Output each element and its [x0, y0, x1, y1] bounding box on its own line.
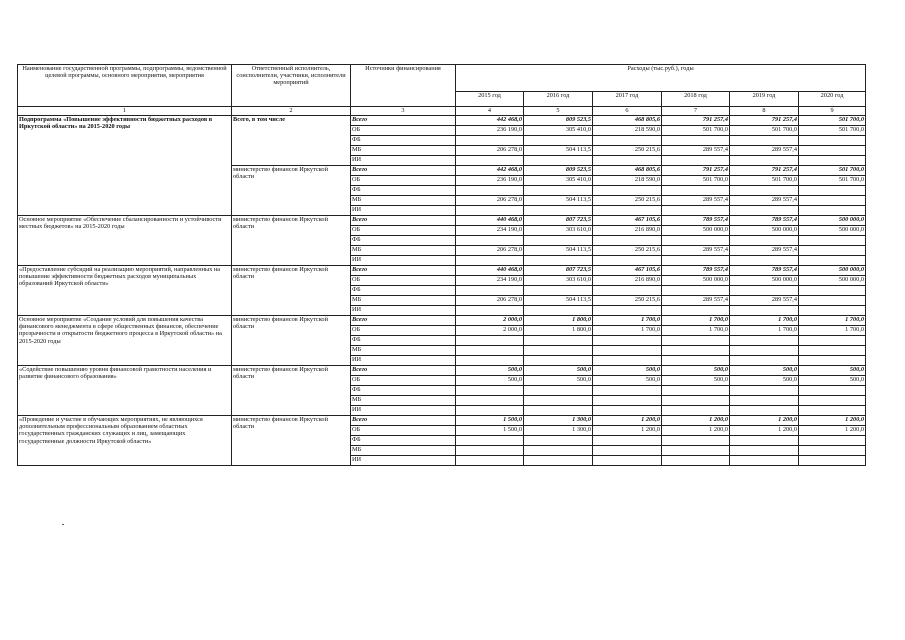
expense-value-cell: 218 590,0 — [593, 176, 662, 186]
expense-value-cell: 500,0 — [730, 366, 799, 376]
funding-source-cell: ОБ — [351, 376, 456, 386]
table-row — [18, 366, 866, 376]
expense-value-cell: 791 257,4 — [730, 166, 799, 176]
funding-source-cell: Всего — [351, 416, 456, 426]
expense-value-cell — [799, 356, 866, 366]
expense-value-cell — [593, 336, 662, 346]
funding-source-cell: ФБ — [351, 386, 456, 396]
funding-source-cell: ИИ — [351, 256, 456, 266]
expense-value-cell: 500,0 — [456, 366, 524, 376]
expense-value-cell: 791 257,4 — [662, 116, 730, 126]
expense-value-cell: 1 200,0 — [730, 426, 799, 436]
expense-value-cell — [730, 396, 799, 406]
expense-value-cell: 807 723,5 — [524, 266, 593, 276]
expense-value-cell — [456, 396, 524, 406]
executor-cell: министерство финансов Иркутской области — [232, 366, 351, 416]
expense-value-cell: 1 800,0 — [524, 316, 593, 326]
expense-value-cell: 1 500,0 — [456, 416, 524, 426]
expense-value-cell — [593, 386, 662, 396]
expense-value-cell: 1 700,0 — [593, 316, 662, 326]
funding-source-cell: ОБ — [351, 426, 456, 436]
expense-value-cell — [593, 306, 662, 316]
expense-value-cell — [524, 156, 593, 166]
funding-source-cell: ОБ — [351, 276, 456, 286]
expense-value-cell: 289 557,4 — [662, 196, 730, 206]
executor-cell: Всего, в том числе — [232, 116, 351, 166]
expense-value-cell: 234 190,0 — [456, 226, 524, 236]
program-name-cell: «Проведение и участие в обучающих мероприятиях, не являющихся дополнительным профессиональным образованием областных государственных гражданских служащих и лиц, замещающих государственные должности Иркутской области» — [18, 416, 232, 466]
expense-value-cell — [799, 456, 866, 466]
header-program-name: Наименование государственной программы, подпрограммы, ведомственной целевой программы, основного мероприятия, мероприятия — [18, 65, 232, 107]
expense-value-cell — [662, 386, 730, 396]
funding-source-cell: ИИ — [351, 206, 456, 216]
expense-value-cell — [730, 206, 799, 216]
column-number: 9 — [799, 107, 866, 116]
expense-value-cell: 791 257,4 — [730, 116, 799, 126]
expense-value-cell — [593, 156, 662, 166]
funding-source-cell: ИИ — [351, 406, 456, 416]
expense-value-cell — [662, 256, 730, 266]
expense-value-cell — [799, 256, 866, 266]
expense-value-cell: 289 557,4 — [662, 296, 730, 306]
expense-value-cell — [799, 236, 866, 246]
expense-value-cell: 250 215,6 — [593, 246, 662, 256]
expense-value-cell — [799, 196, 866, 206]
expense-value-cell — [799, 186, 866, 196]
expense-value-cell: 1 300,0 — [524, 426, 593, 436]
expense-value-cell: 216 890,0 — [593, 226, 662, 236]
expense-value-cell: 501 700,0 — [799, 166, 866, 176]
funding-source-cell: МБ — [351, 346, 456, 356]
expense-value-cell — [799, 296, 866, 306]
expense-value-cell — [662, 396, 730, 406]
expense-value-cell — [730, 356, 799, 366]
expense-value-cell: 504 113,5 — [524, 196, 593, 206]
expense-value-cell — [799, 436, 866, 446]
expense-value-cell: 789 557,4 — [662, 266, 730, 276]
funding-source-cell: ИИ — [351, 456, 456, 466]
header-year: 2020 год — [799, 92, 866, 107]
expense-value-cell — [456, 156, 524, 166]
expense-value-cell — [593, 396, 662, 406]
expense-value-cell — [662, 346, 730, 356]
scan-mark — [62, 524, 64, 525]
expense-value-cell — [524, 436, 593, 446]
expense-value-cell: 289 557,4 — [662, 146, 730, 156]
funding-source-cell: ФБ — [351, 336, 456, 346]
expense-value-cell — [456, 236, 524, 246]
expense-value-cell: 500,0 — [799, 376, 866, 386]
expense-value-cell — [662, 456, 730, 466]
header-year: 2015 год — [456, 92, 524, 107]
expense-value-cell: 1 700,0 — [730, 316, 799, 326]
funding-source-cell: ИИ — [351, 156, 456, 166]
expense-value-cell: 500,0 — [524, 366, 593, 376]
funding-source-cell: ОБ — [351, 126, 456, 136]
expense-value-cell — [799, 286, 866, 296]
program-name-cell: Подпрограмма «Повышение эффективности бюджетных расходов в Иркутской области» на 2015-2020 годы — [18, 116, 232, 216]
expense-value-cell: 289 557,4 — [730, 146, 799, 156]
header-year: 2016 год — [524, 92, 593, 107]
funding-source-cell: МБ — [351, 196, 456, 206]
expense-value-cell: 468 805,6 — [593, 116, 662, 126]
executor-cell: министерство финансов Иркутской области — [232, 316, 351, 366]
expense-value-cell — [524, 306, 593, 316]
expense-value-cell — [799, 136, 866, 146]
expense-value-cell — [662, 236, 730, 246]
funding-source-cell: ОБ — [351, 226, 456, 236]
expense-value-cell: 1 200,0 — [662, 426, 730, 436]
expense-value-cell: 234 190,0 — [456, 276, 524, 286]
expense-value-cell — [524, 286, 593, 296]
header-year: 2018 год — [662, 92, 730, 107]
expense-value-cell: 500 000,0 — [662, 226, 730, 236]
expense-value-cell: 303 610,0 — [524, 226, 593, 236]
expense-value-cell: 289 557,4 — [730, 196, 799, 206]
expense-value-cell — [456, 186, 524, 196]
expense-value-cell: 468 805,6 — [593, 166, 662, 176]
expense-value-cell: 305 410,0 — [524, 126, 593, 136]
expense-value-cell: 2 000,0 — [456, 326, 524, 336]
expense-value-cell — [730, 446, 799, 456]
expense-value-cell — [662, 436, 730, 446]
expense-value-cell: 1 800,0 — [524, 326, 593, 336]
expense-value-cell: 501 700,0 — [799, 176, 866, 186]
expense-value-cell: 216 890,0 — [593, 276, 662, 286]
expense-value-cell: 1 700,0 — [799, 326, 866, 336]
expense-value-cell: 1 200,0 — [593, 416, 662, 426]
expense-value-cell — [730, 336, 799, 346]
funding-source-cell: ФБ — [351, 436, 456, 446]
expense-value-cell — [799, 146, 866, 156]
expense-value-cell — [593, 236, 662, 246]
expense-value-cell — [730, 406, 799, 416]
expense-value-cell: 206 278,0 — [456, 246, 524, 256]
expense-value-cell — [456, 436, 524, 446]
expense-value-cell — [799, 206, 866, 216]
expense-value-cell: 500,0 — [730, 376, 799, 386]
expense-value-cell — [524, 356, 593, 366]
budget-table — [17, 64, 866, 466]
expense-value-cell — [799, 246, 866, 256]
expense-value-cell — [593, 356, 662, 366]
expense-value-cell — [456, 386, 524, 396]
header-year: 2017 год — [593, 92, 662, 107]
table-row — [18, 116, 866, 126]
expense-value-cell — [593, 206, 662, 216]
column-number: 6 — [593, 107, 662, 116]
expense-value-cell: 206 278,0 — [456, 196, 524, 206]
expense-value-cell: 467 105,6 — [593, 266, 662, 276]
expense-value-cell — [456, 406, 524, 416]
expense-value-cell: 206 278,0 — [456, 146, 524, 156]
expense-value-cell: 1 200,0 — [730, 416, 799, 426]
expense-value-cell: 789 557,4 — [662, 216, 730, 226]
expense-value-cell — [593, 136, 662, 146]
expense-value-cell — [730, 436, 799, 446]
expense-value-cell: 1 700,0 — [730, 326, 799, 336]
expense-value-cell: 500,0 — [662, 376, 730, 386]
funding-source-cell: МБ — [351, 396, 456, 406]
expense-value-cell — [799, 346, 866, 356]
program-name-cell: Основное мероприятие «Создание условий для повышения качества финансового менеджмента в сфере общественных финансов, обеспечение прозрачности и открытости бюджетного процесса в Иркутской области» на 2015-2020 годы — [18, 316, 232, 366]
column-number: 2 — [232, 107, 351, 116]
expense-value-cell: 250 215,6 — [593, 196, 662, 206]
expense-value-cell: 500 000,0 — [799, 266, 866, 276]
expense-value-cell — [662, 186, 730, 196]
expense-value-cell: 501 700,0 — [730, 126, 799, 136]
program-name-cell: «Предоставление субсидий на реализацию мероприятий, направленных на повышение эффективности бюджетных расходов муниципальных образований Иркутской области» — [18, 266, 232, 316]
expense-value-cell: 501 700,0 — [662, 126, 730, 136]
expense-value-cell — [524, 396, 593, 406]
expense-value-cell: 1 700,0 — [593, 326, 662, 336]
expense-value-cell: 1 200,0 — [662, 416, 730, 426]
expense-value-cell: 1 200,0 — [799, 426, 866, 436]
expense-value-cell — [730, 256, 799, 266]
expense-value-cell: 500 000,0 — [799, 276, 866, 286]
funding-source-cell: МБ — [351, 446, 456, 456]
expense-value-cell — [730, 236, 799, 246]
expense-value-cell: 501 700,0 — [730, 176, 799, 186]
expense-value-cell — [456, 346, 524, 356]
expense-value-cell — [799, 396, 866, 406]
expense-value-cell — [456, 356, 524, 366]
expense-value-cell: 250 215,6 — [593, 146, 662, 156]
funding-source-cell: Всего — [351, 216, 456, 226]
expense-value-cell: 807 723,5 — [524, 216, 593, 226]
expense-value-cell — [593, 286, 662, 296]
header-year: 2019 год — [730, 92, 799, 107]
program-name-cell: «Содействие повышению уровня финансовой грамотности населения и развитие финансового образования» — [18, 366, 232, 416]
header-funding-source: Источники финансирования — [351, 65, 456, 107]
expense-value-cell — [593, 456, 662, 466]
funding-source-cell: Всего — [351, 116, 456, 126]
expense-value-cell: 809 523,5 — [524, 116, 593, 126]
expense-value-cell: 500,0 — [799, 366, 866, 376]
expense-value-cell: 500,0 — [456, 376, 524, 386]
expense-value-cell — [456, 336, 524, 346]
expense-value-cell — [662, 336, 730, 346]
funding-source-cell: МБ — [351, 146, 456, 156]
expense-value-cell — [593, 436, 662, 446]
expense-value-cell — [524, 136, 593, 146]
expense-value-cell — [730, 346, 799, 356]
expense-value-cell — [730, 286, 799, 296]
expense-value-cell — [593, 446, 662, 456]
expense-value-cell — [456, 286, 524, 296]
expense-value-cell — [456, 306, 524, 316]
funding-source-cell: Всего — [351, 266, 456, 276]
expense-value-cell: 1 300,0 — [524, 416, 593, 426]
expense-value-cell — [524, 446, 593, 456]
expense-value-cell — [456, 256, 524, 266]
expense-value-cell: 305 410,0 — [524, 176, 593, 186]
expense-value-cell — [799, 336, 866, 346]
expense-value-cell: 303 610,0 — [524, 276, 593, 286]
expense-value-cell: 500 000,0 — [799, 216, 866, 226]
expense-value-cell: 501 700,0 — [799, 126, 866, 136]
expense-value-cell — [524, 236, 593, 246]
program-name-cell: Основное мероприятие «Обеспечение сбалансированности и устойчивости местных бюджетов» на 2015-2020 годы — [18, 216, 232, 266]
expense-value-cell — [799, 406, 866, 416]
funding-source-cell: ИИ — [351, 306, 456, 316]
expense-value-cell — [524, 186, 593, 196]
expense-value-cell: 289 557,4 — [662, 246, 730, 256]
table-row — [18, 416, 866, 426]
expense-value-cell — [799, 306, 866, 316]
expense-value-cell — [799, 446, 866, 456]
expense-value-cell: 440 468,0 — [456, 216, 524, 226]
expense-value-cell: 1 700,0 — [662, 316, 730, 326]
expense-value-cell: 500,0 — [593, 376, 662, 386]
expense-value-cell — [730, 306, 799, 316]
column-number: 3 — [351, 107, 456, 116]
expense-value-cell: 236 190,0 — [456, 176, 524, 186]
expense-value-cell: 1 700,0 — [799, 316, 866, 326]
expense-value-cell — [456, 206, 524, 216]
column-number: 5 — [524, 107, 593, 116]
expense-value-cell: 501 700,0 — [662, 176, 730, 186]
expense-value-cell — [524, 346, 593, 356]
expense-value-cell — [730, 156, 799, 166]
expense-value-cell: 289 557,4 — [730, 246, 799, 256]
expense-value-cell — [662, 306, 730, 316]
expense-value-cell — [593, 406, 662, 416]
funding-source-cell: ФБ — [351, 286, 456, 296]
expense-value-cell: 500 000,0 — [799, 226, 866, 236]
expense-value-cell: 1 200,0 — [593, 426, 662, 436]
funding-source-cell: Всего — [351, 166, 456, 176]
expense-value-cell: 504 113,5 — [524, 246, 593, 256]
header-expenses: Расходы (тыс.руб.), годы — [456, 65, 866, 92]
funding-source-cell: МБ — [351, 246, 456, 256]
expense-value-cell — [662, 156, 730, 166]
executor-cell: министерство финансов Иркутской области — [232, 416, 351, 466]
expense-value-cell — [730, 456, 799, 466]
expense-value-cell — [524, 256, 593, 266]
expense-value-cell: 789 557,4 — [730, 216, 799, 226]
funding-source-cell: Всего — [351, 316, 456, 326]
table-row — [18, 216, 866, 226]
header-executor: Ответственный исполнитель, соисполнители, участники, исполнители мероприятий — [232, 65, 351, 107]
expense-value-cell: 1 500,0 — [456, 426, 524, 436]
funding-source-cell: ИИ — [351, 356, 456, 366]
expense-value-cell: 442 468,0 — [456, 116, 524, 126]
expense-value-cell — [524, 406, 593, 416]
executor-cell: министерство финансов Иркутской области — [232, 266, 351, 316]
expense-value-cell — [662, 206, 730, 216]
funding-source-cell: МБ — [351, 296, 456, 306]
column-number: 7 — [662, 107, 730, 116]
expense-value-cell: 504 113,5 — [524, 296, 593, 306]
executor-cell: министерство финансов Иркутской области — [232, 166, 351, 216]
expense-value-cell: 504 113,5 — [524, 146, 593, 156]
expense-value-cell: 809 523,5 — [524, 166, 593, 176]
expense-value-cell: 500 000,0 — [662, 276, 730, 286]
expense-value-cell: 440 468,0 — [456, 266, 524, 276]
funding-source-cell: ОБ — [351, 326, 456, 336]
expense-value-cell — [593, 346, 662, 356]
expense-value-cell: 218 590,0 — [593, 126, 662, 136]
expense-value-cell: 1 200,0 — [799, 416, 866, 426]
expense-value-cell — [730, 186, 799, 196]
column-number: 1 — [18, 107, 232, 116]
expense-value-cell — [662, 356, 730, 366]
expense-value-cell — [799, 386, 866, 396]
expense-value-cell: 250 215,6 — [593, 296, 662, 306]
expense-value-cell: 789 557,4 — [730, 266, 799, 276]
expense-value-cell: 236 190,0 — [456, 126, 524, 136]
expense-value-cell — [456, 136, 524, 146]
expense-value-cell — [524, 206, 593, 216]
column-number: 8 — [730, 107, 799, 116]
expense-value-cell: 500 000,0 — [730, 276, 799, 286]
funding-source-cell: Всего — [351, 366, 456, 376]
expense-value-cell: 467 105,6 — [593, 216, 662, 226]
expense-value-cell — [456, 456, 524, 466]
expense-value-cell: 206 278,0 — [456, 296, 524, 306]
expense-value-cell — [524, 336, 593, 346]
expense-value-cell — [524, 456, 593, 466]
expense-value-cell: 1 700,0 — [662, 326, 730, 336]
expense-value-cell: 2 000,0 — [456, 316, 524, 326]
expense-value-cell — [456, 446, 524, 456]
expense-value-cell — [730, 386, 799, 396]
expense-value-cell — [662, 406, 730, 416]
expense-value-cell: 791 257,4 — [662, 166, 730, 176]
expense-value-cell — [593, 186, 662, 196]
expense-value-cell — [593, 256, 662, 266]
table-row — [18, 316, 866, 326]
expense-value-cell: 500,0 — [662, 366, 730, 376]
expense-value-cell — [662, 446, 730, 456]
expense-value-cell — [662, 286, 730, 296]
expense-value-cell: 289 557,4 — [730, 296, 799, 306]
expense-value-cell: 500,0 — [524, 376, 593, 386]
expense-value-cell: 500 000,0 — [730, 226, 799, 236]
table-row — [18, 266, 866, 276]
expense-value-cell — [730, 136, 799, 146]
expense-value-cell — [524, 386, 593, 396]
funding-source-cell: ФБ — [351, 186, 456, 196]
funding-source-cell: ФБ — [351, 136, 456, 146]
expense-value-cell: 500,0 — [593, 366, 662, 376]
funding-source-cell: ОБ — [351, 176, 456, 186]
expense-value-cell — [799, 156, 866, 166]
column-number: 4 — [456, 107, 524, 116]
expense-value-cell: 501 700,0 — [799, 116, 866, 126]
expense-value-cell: 442 468,0 — [456, 166, 524, 176]
expense-value-cell — [662, 136, 730, 146]
funding-source-cell: ФБ — [351, 236, 456, 246]
executor-cell: министерство финансов Иркутской области — [232, 216, 351, 266]
